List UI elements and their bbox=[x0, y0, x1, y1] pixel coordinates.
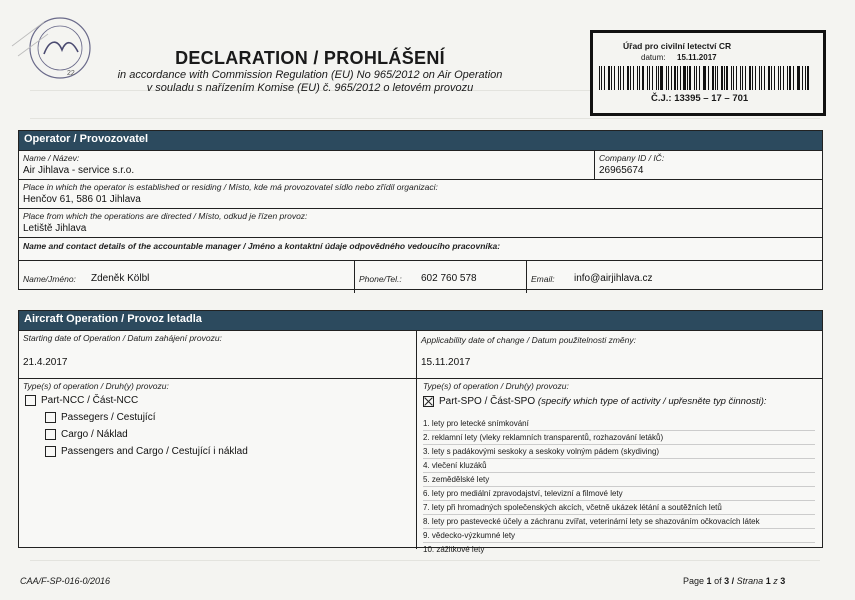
page-indicator: Page 1 of 3 / Strana 1 z 3 bbox=[683, 576, 786, 586]
operation-types-row bbox=[19, 378, 822, 554]
place-directed: Letiště Jihlava bbox=[23, 223, 87, 234]
page-total: 3 bbox=[724, 576, 730, 586]
ncc-cargo-option[interactable] bbox=[45, 429, 128, 440]
spo-item: 10. zážitkové lety bbox=[423, 545, 485, 554]
place-established: Henčov 61, 586 01 Jihlava bbox=[23, 194, 141, 205]
spo-activity-list bbox=[423, 417, 815, 556]
manager-row bbox=[19, 237, 822, 293]
change-date-label: Applicability date of change / Datum použitelnosti změny: bbox=[421, 335, 636, 345]
start-date: 21.4.2017 bbox=[23, 357, 68, 368]
registration-stamp-box bbox=[590, 30, 826, 116]
spo-item: 5. zemědělské lety bbox=[423, 473, 815, 487]
spo-item: 8. lety pro pastevecké účely a záchranu zvířat, veterinární lety se shazováním očkovacích látek bbox=[423, 515, 815, 529]
type-label-right: Type(s) of operation / Druh(y) provozu: bbox=[423, 381, 569, 391]
strana-label: Strana bbox=[736, 576, 764, 586]
page-number: 1 bbox=[706, 576, 712, 586]
subtitle-en: in accordance with Commission Regulation (EU) No 965/2012 on Air Operation bbox=[117, 69, 503, 81]
ncc-passengers-cargo-checkbox[interactable] bbox=[45, 446, 56, 457]
official-stamp bbox=[8, 10, 96, 82]
document-title-block bbox=[110, 48, 510, 95]
ncc-passengers-cargo-label: Passengers and Cargo / Cestující i náklad bbox=[61, 446, 248, 458]
registration-number: Č.J.: 13395 – 17 – 701 bbox=[651, 93, 749, 104]
operator-section-title: Operator / Provozovatel bbox=[19, 131, 822, 150]
strana-total: 3 bbox=[780, 576, 786, 586]
spo-item: 6. lety pro mediální zpravodajství, televizní a filmové lety bbox=[423, 487, 815, 501]
type-label-left: Type(s) of operation / Druh(y) provozu: bbox=[23, 381, 169, 391]
spo-label: Part-SPO / Část-SPO bbox=[439, 396, 536, 408]
barcode bbox=[599, 66, 811, 90]
aircraft-operation-section bbox=[18, 310, 823, 554]
registration-office: Úřad pro civilní letectví CR bbox=[623, 41, 732, 51]
operator-name: Air Jihlava - service s.r.o. bbox=[23, 165, 135, 176]
spo-item: 1. lety pro letecké snímkování bbox=[423, 417, 815, 431]
stamp-number: 22 bbox=[67, 70, 75, 77]
ncc-column bbox=[19, 379, 416, 549]
spo-checkbox[interactable] bbox=[423, 396, 434, 407]
manager-name: Zdeněk Kölbl bbox=[91, 273, 150, 284]
ncc-passengers-cargo-option[interactable] bbox=[45, 446, 248, 457]
spo-column bbox=[416, 379, 823, 554]
spo-item: 3. lety s padákovými seskoky a seskoky volným pádem (skydiving) bbox=[423, 445, 815, 459]
dates-row bbox=[19, 330, 822, 378]
start-date-label: Starting date of Operation / Datum zahájení provozu: bbox=[23, 333, 222, 343]
ncc-cargo-checkbox[interactable] bbox=[45, 429, 56, 440]
aircraft-section-title: Aircraft Operation / Provoz letadla bbox=[19, 311, 822, 330]
email: info@airjihlava.cz bbox=[574, 273, 653, 284]
spo-option[interactable] bbox=[423, 396, 767, 407]
phone: 602 760 578 bbox=[421, 273, 477, 284]
ncc-checkbox[interactable] bbox=[25, 395, 36, 406]
page-of: of bbox=[714, 576, 722, 586]
ncc-option[interactable] bbox=[25, 395, 138, 406]
spo-item: 2. reklamní lety (vleky reklamních transparentů, rozhazování letáků) bbox=[423, 431, 815, 445]
registration-date: 15.11.2017 bbox=[677, 53, 717, 62]
strana-z: z bbox=[773, 576, 778, 586]
change-date: 15.11.2017 bbox=[421, 357, 471, 368]
ncc-passengers-checkbox[interactable] bbox=[45, 412, 56, 423]
spo-item: 7. lety při hromadných společenských akcích, včetně ukázek létání a soutěžních letů bbox=[423, 501, 815, 515]
place-established-row bbox=[19, 179, 822, 208]
manager-name-label: Name/Jméno: bbox=[23, 274, 76, 284]
document-title: DECLARATION / PROHLÁŠENÍ bbox=[175, 48, 445, 68]
subtitle-cz: v souladu s nařízením Komise (EU) č. 965/2012 o letovém provozu bbox=[146, 82, 474, 94]
strana-number: 1 bbox=[765, 576, 771, 586]
ncc-label: Part-NCC / Část-NCC bbox=[41, 395, 139, 407]
email-label: Email: bbox=[531, 274, 555, 284]
place-established-label: Place in which the operator is established or residing / Místo, kde má provozovatel sídlo nebo zřídil organizaci: bbox=[23, 182, 438, 192]
spo-item: 9. vědecko-výzkumné lety bbox=[423, 529, 815, 543]
registration-date-label: datum: bbox=[641, 53, 666, 62]
operator-name-row bbox=[19, 150, 822, 179]
ncc-passengers-option[interactable] bbox=[45, 412, 155, 423]
place-directed-row bbox=[19, 208, 822, 237]
company-id-label: Company ID / IČ: bbox=[599, 153, 665, 163]
spo-note: (specify which type of activity / upřesněte typ činnosti): bbox=[537, 396, 767, 408]
phone-label: Phone/Tel.: bbox=[359, 274, 402, 284]
manager-heading: Name and contact details of the accountable manager / Jméno a kontaktní údaje odpovědného vedoucího pracovníka: bbox=[23, 241, 501, 251]
place-directed-label: Place from which the operations are directed / Místo, odkud je řízen provoz: bbox=[23, 211, 308, 221]
ncc-passengers-label: Passegers / Cestující bbox=[61, 412, 156, 424]
spo-item: 4. vlečení kluzáků bbox=[423, 459, 815, 473]
page-label: Page bbox=[683, 576, 705, 586]
form-code: CAA/F-SP-016-0/2016 bbox=[20, 576, 111, 586]
name-label: Name / Název: bbox=[23, 153, 80, 163]
company-id: 26965674 bbox=[599, 165, 644, 176]
ncc-cargo-label: Cargo / Náklad bbox=[61, 429, 128, 441]
operator-section bbox=[18, 130, 823, 290]
